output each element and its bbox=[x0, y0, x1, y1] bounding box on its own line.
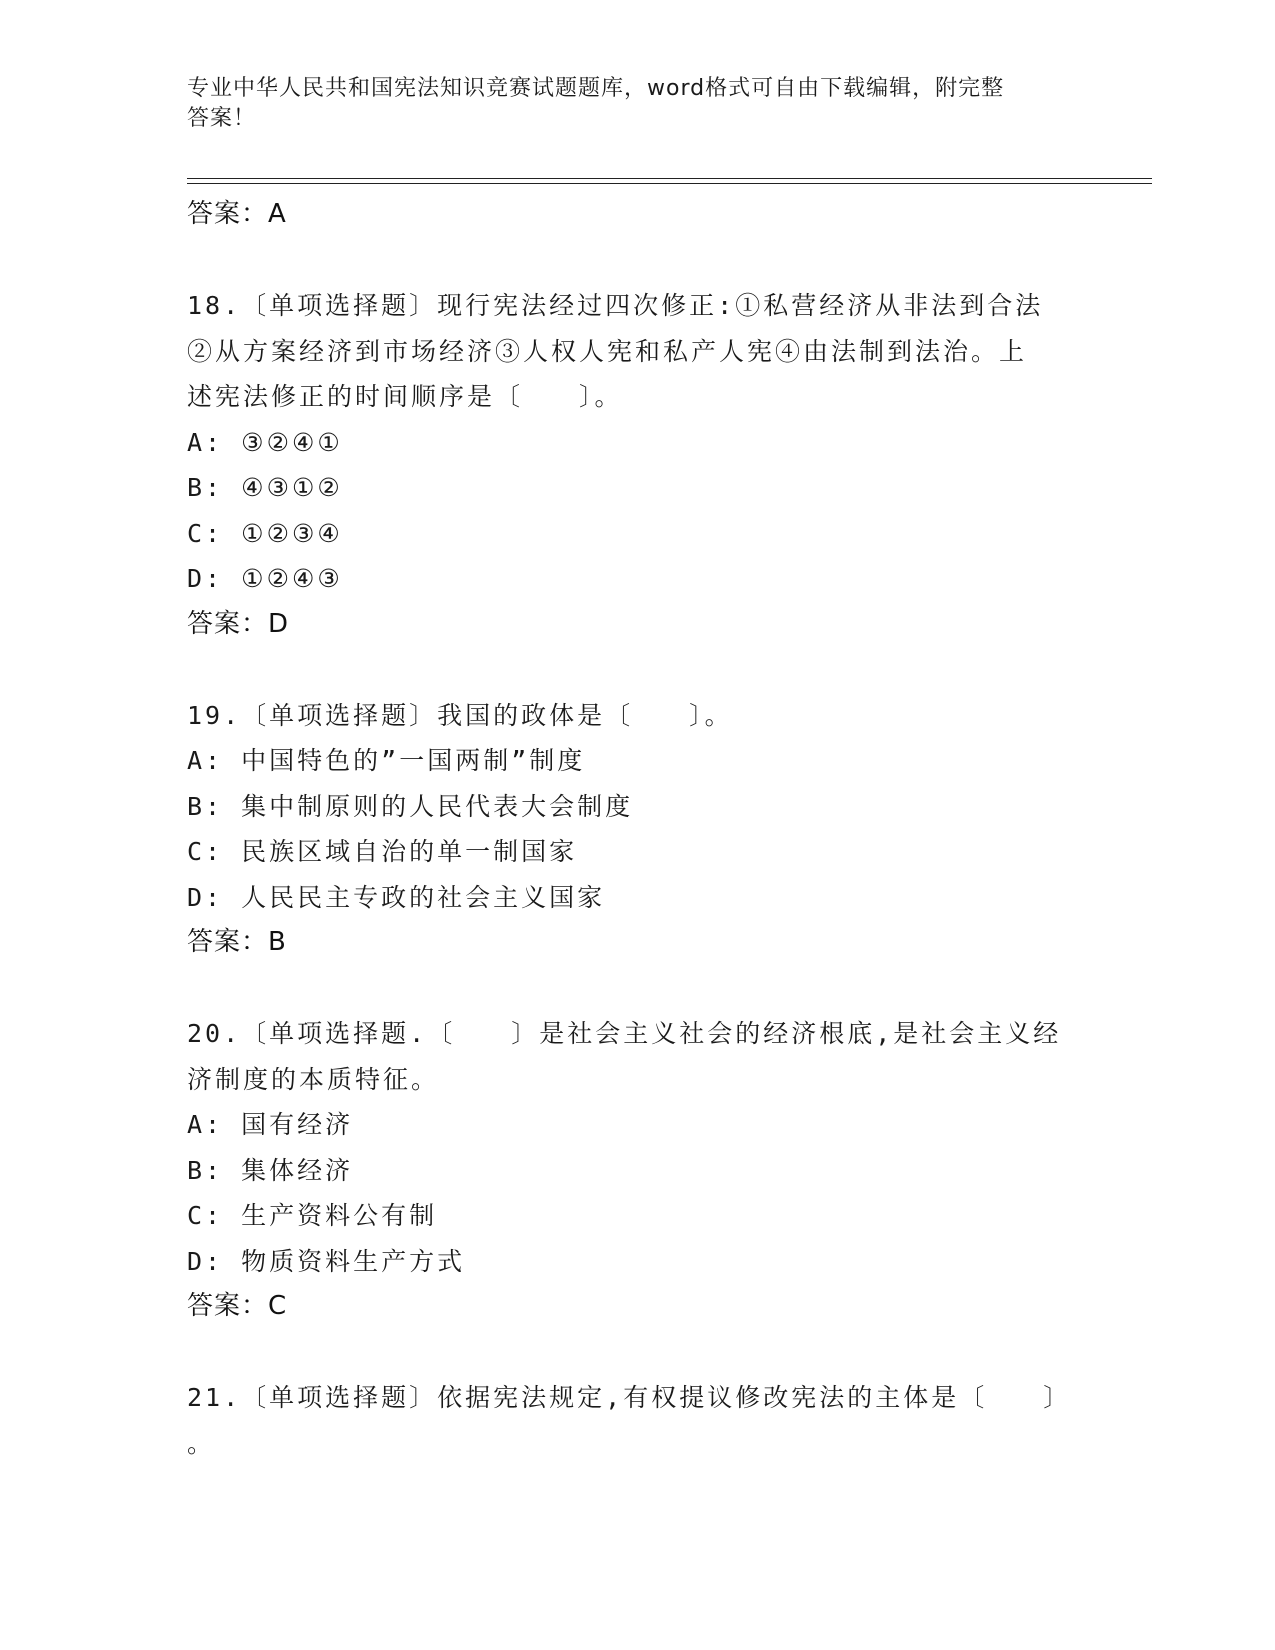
spacer bbox=[187, 1330, 1067, 1376]
option-a: A: 国有经济 bbox=[187, 1110, 354, 1139]
answer-19: 答案：B bbox=[187, 927, 287, 957]
question-text-line: 18.〔单项选择题〕现行宪法经过四次修正:①私营经济从非法到合法 bbox=[187, 291, 1044, 320]
answer-17: 答案：A bbox=[187, 199, 287, 229]
question-19 bbox=[187, 693, 1067, 966]
question-20 bbox=[187, 1011, 1067, 1330]
page-header bbox=[187, 74, 1067, 134]
header-divider-top bbox=[187, 178, 1152, 179]
option-b: B: ④③①② bbox=[187, 473, 343, 502]
option-d: D: 物质资料生产方式 bbox=[187, 1246, 466, 1276]
option-d: D: ①②④③ bbox=[187, 564, 343, 593]
answer-20: 答案：C bbox=[187, 1291, 288, 1321]
option-d: D: 人民民主专政的社会主义国家 bbox=[187, 882, 606, 912]
header-line-2: 答案！ bbox=[187, 106, 257, 131]
option-c: C: ①②③④ bbox=[187, 518, 343, 548]
question-text-line: ②从方案经济到市场经济③人权人宪和私产人宪④由法制到法治。上 bbox=[187, 336, 1028, 366]
answer-18: 答案：D bbox=[187, 608, 290, 639]
header-divider-bottom bbox=[187, 183, 1152, 184]
option-b: B: 集中制原则的人民代表大会制度 bbox=[187, 791, 634, 821]
spacer bbox=[187, 966, 1067, 1012]
question-text-line: 20.〔单项选择题.〔 〕是社会主义社会的经济根底,是社会主义经 bbox=[187, 1019, 1062, 1048]
question-text-line: 济制度的本质特征。 bbox=[187, 1064, 440, 1094]
option-a: A: 中国特色的”一国两制”制度 bbox=[187, 746, 586, 775]
option-c: C: 生产资料公有制 bbox=[187, 1201, 438, 1230]
option-c: C: 民族区域自治的单一制国家 bbox=[187, 837, 578, 866]
spacer bbox=[187, 647, 1067, 693]
question-text-line: 。 bbox=[187, 1428, 216, 1458]
option-b: B: 集体经济 bbox=[187, 1155, 354, 1185]
question-text-line: 19.〔单项选择题〕我国的政体是〔 〕。 bbox=[187, 700, 733, 730]
header-line-1: 专业中华人民共和国宪法知识竞赛试题题库，word格式可自由下载编辑，附完整 bbox=[187, 76, 1005, 101]
question-list bbox=[187, 192, 1072, 1466]
option-a: A: ③②④① bbox=[187, 427, 343, 457]
question-18 bbox=[187, 283, 1067, 647]
question-text-line: 述宪法修正的时间顺序是〔 〕。 bbox=[187, 382, 623, 411]
question-21 bbox=[187, 1375, 1072, 1466]
spacer bbox=[187, 238, 1067, 284]
question-text-line: 21.〔单项选择题〕依据宪法规定,有权提议修改宪法的主体是〔 〕 bbox=[187, 1383, 1072, 1412]
